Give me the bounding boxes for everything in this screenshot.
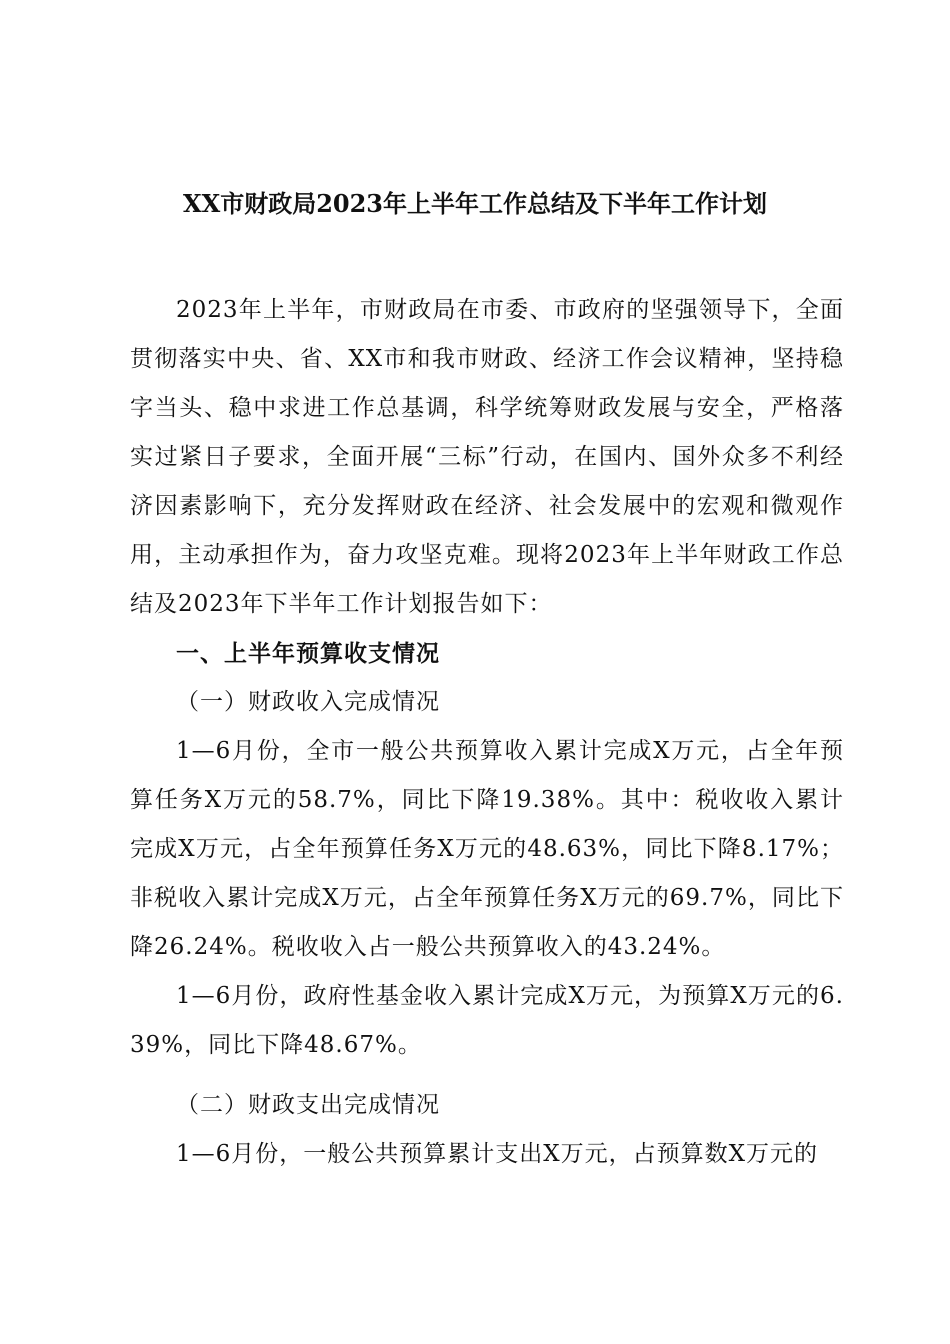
revenue-paragraph-general: 1—6月份，全市一般公共预算收入累计完成X万元，占全年预算任务X万元的58.7%，同比下降19.38%。其中：税收收入累计完成X万元，占全年预算任务X万元的48.63%，同比下降8.17%；非税收入累计完成X万元，占全年预算任务X万元的69.7%，同比下降26.24%。税收收入占一般公共预算收入的43.24%。 bbox=[130, 738, 844, 960]
document-body bbox=[130, 286, 844, 1179]
revenue-paragraph-fund: 1—6月份，政府性基金收入累计完成X万元，为预算X万元的6.39%，同比下降48.67%。 bbox=[130, 983, 844, 1058]
expenditure-paragraph: 1—6月份，一般公共预算累计支出X万元，占预算数X万元的 bbox=[176, 1141, 819, 1167]
subheading-revenue: （一）财政收入完成情况 bbox=[176, 689, 440, 715]
section-heading-budget: 一、上半年预算收支情况 bbox=[176, 640, 440, 667]
subheading-expenditure: （二）财政支出完成情况 bbox=[176, 1092, 440, 1118]
intro-paragraph: 2023年上半年，市财政局在市委、市政府的坚强领导下，全面贯彻落实中央、省、XX市和我市财政、经济工作会议精神，坚持稳字当头、稳中求进工作总基调，科学统筹财政发展与安全，严格落实过紧日子要求，全面开展“三标”行动，在国内、国外众多不利经济因素影响下，充分发挥财政在经济、社会发展中的宏观和微观作用，主动承担作为，奋力攻坚克难。现将2023年上半年财政工作总结及2023年下半年工作计划报告如下： bbox=[130, 297, 844, 617]
document-title: XX市财政局2023年上半年工作总结及下半年工作计划 bbox=[182, 189, 768, 218]
